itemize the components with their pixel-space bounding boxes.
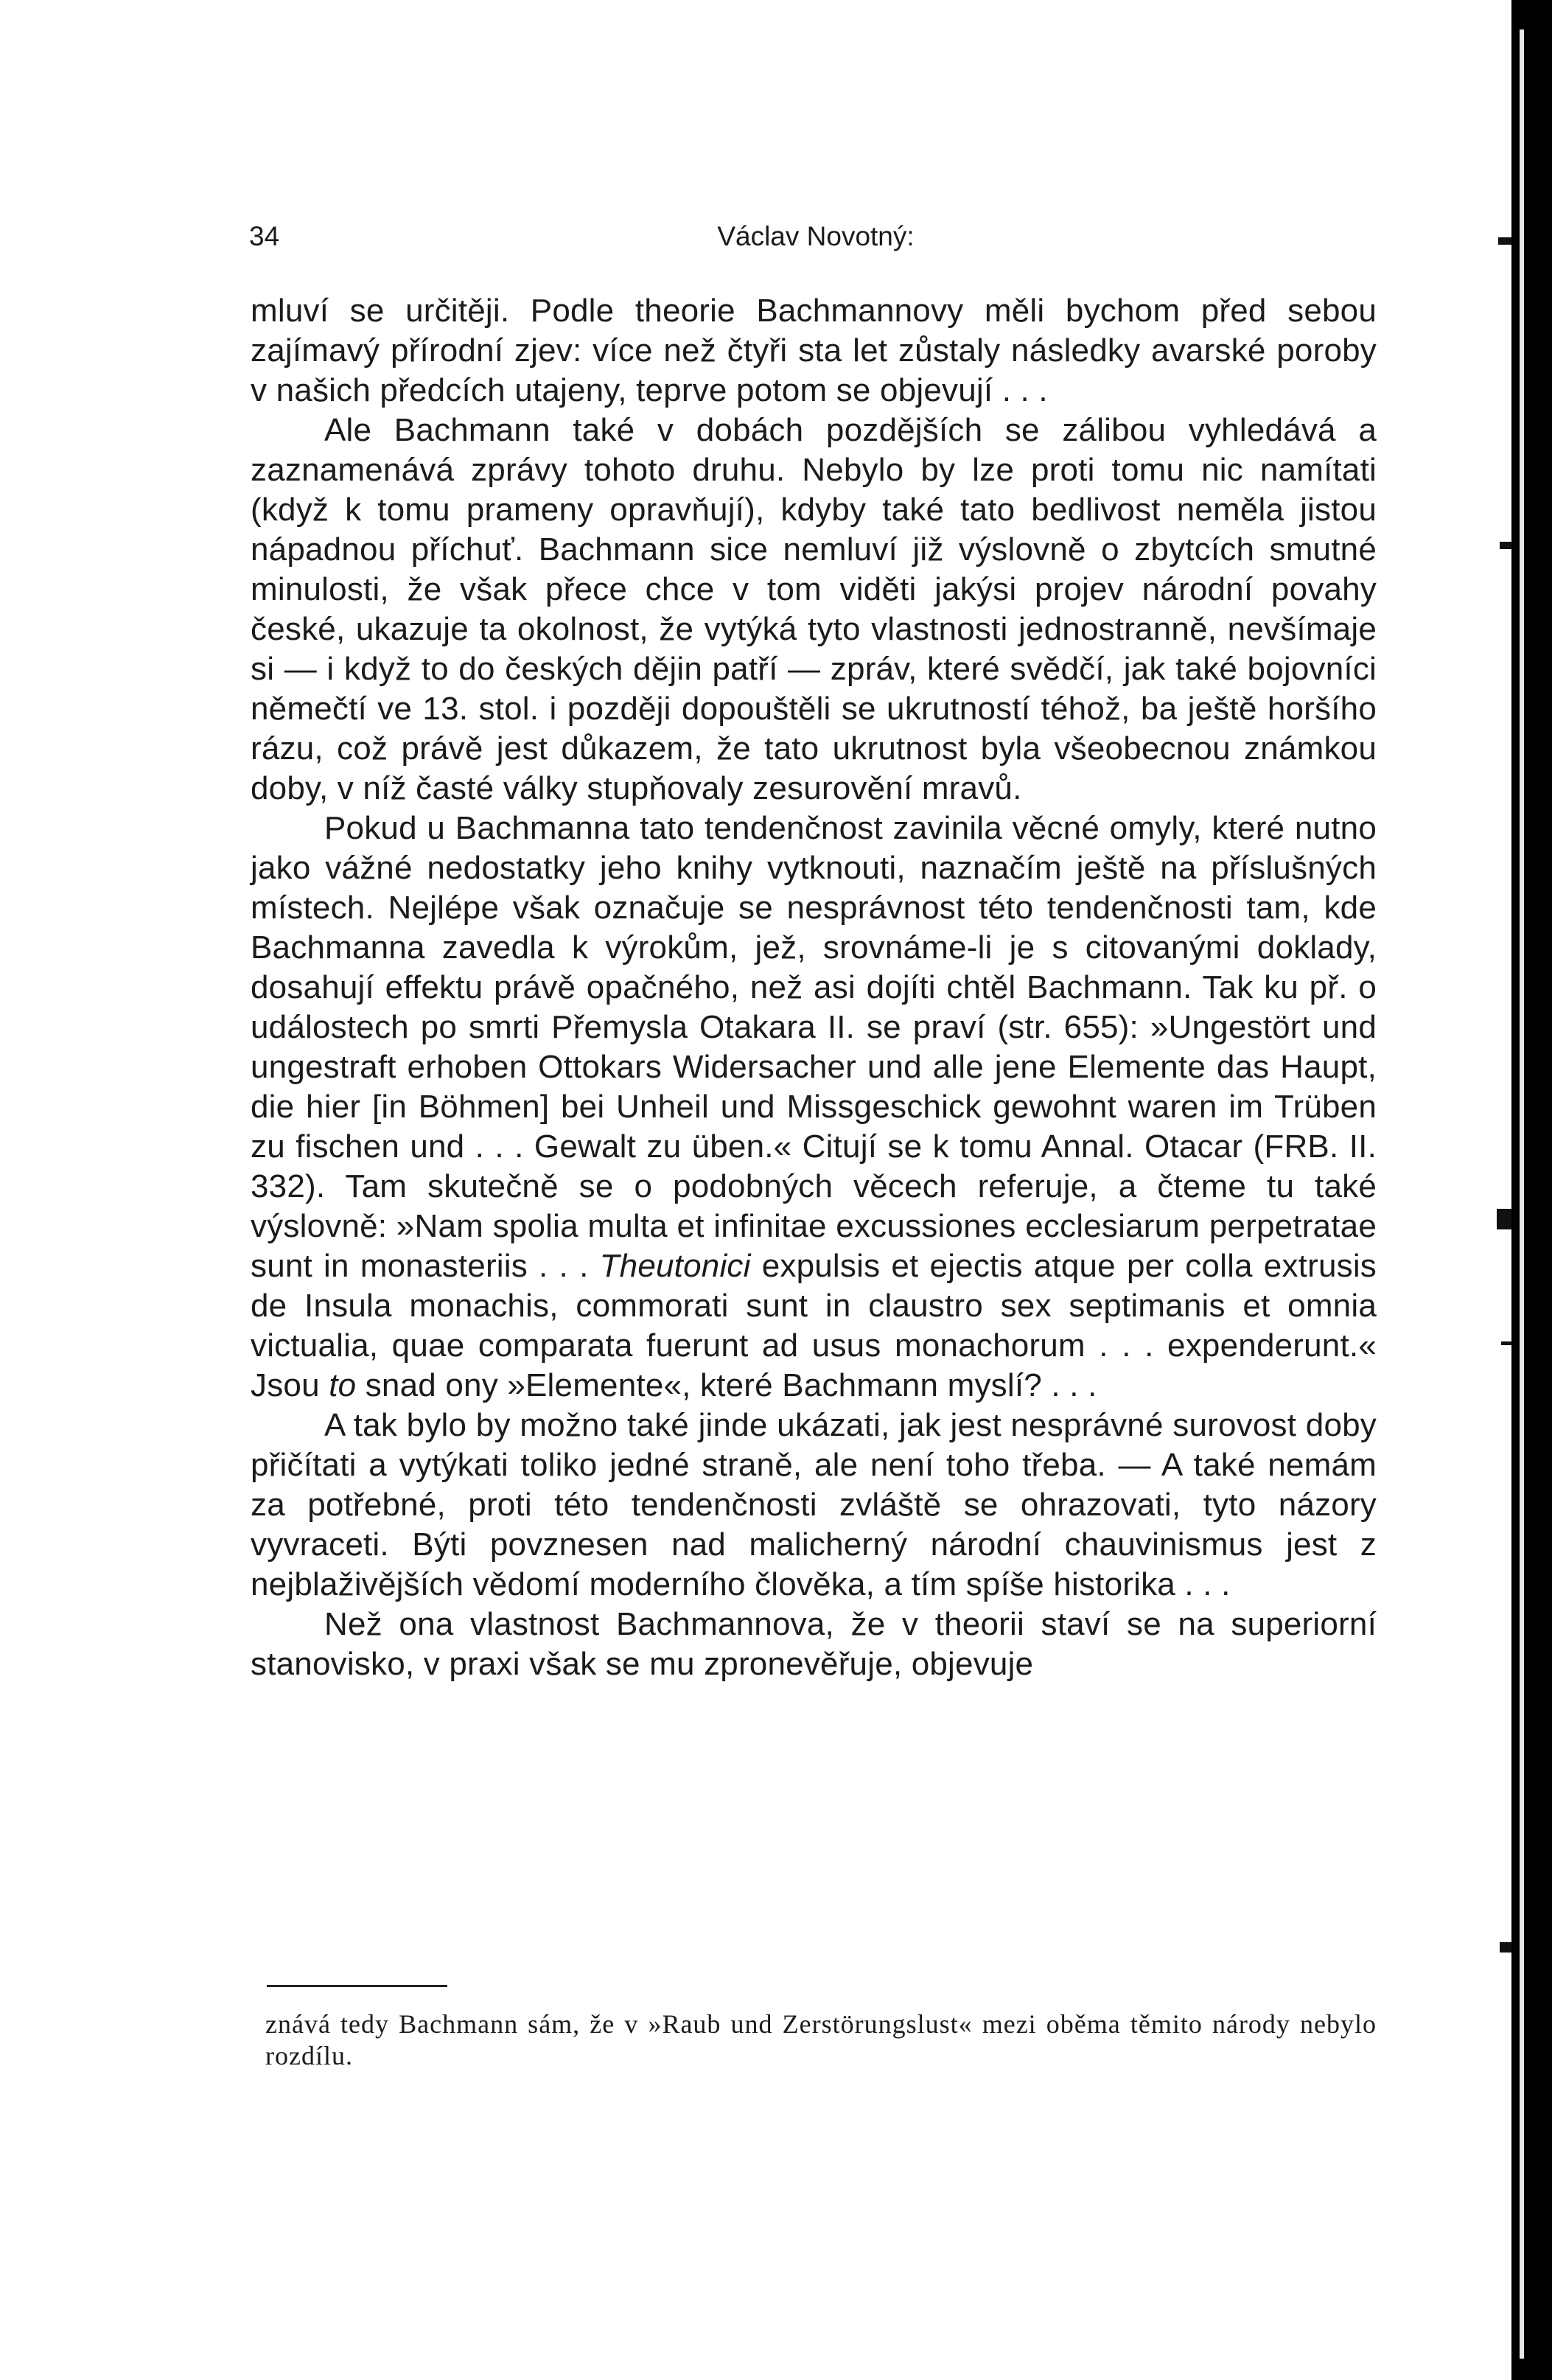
paragraph: Než ona vlastnost Bachmannova, že v theorii staví se na superiorní stanovisko, v praxi však se mu zpronevěřuje, objevuje: [251, 1606, 1377, 1682]
edge-mark: [1500, 542, 1511, 549]
paragraph: mluví se určitěji. Podle theorie Bachmannovy měli bychom před sebou zajímavý přírodní zjev: více než čtyři sta let zůstaly následky avarské poroby v našich předcích utajeny, teprve potom se objevují . . .: [251, 293, 1377, 408]
edge-mark: [1501, 1341, 1511, 1345]
paragraph-text: Pokud u Bachmanna tato tendenčnost zavinila věcné omyly, které nutno jako vážné nedostatky jeho knihy vytknouti, naznačím ještě na příslušných místech. Nejlépe však označuje se nesprávnost této tendenčnosti tam, kde Bachmanna zavedla k výrokům, jež, srovnáme-li je s citovanými doklady, dosahují effektu právě opačného, než asi dojíti chtěl Bachmann. Tak ku př. o událostech po smrti Přemysla Otakara II. se praví (str. 655): »Ungestört und ungestraft erhoben Ottokars Widersacher und alle jene Elemente das Haupt, die hier [in Böhmen] bei Unheil und Missgeschick gewohnt waren im Trüben zu fischen und . . . Gewalt zu üben.« Citují se k tomu Annal. Otacar (FRB. II. 332). Tam skutečně se o podobných věcech referuje, a čteme tu také výslovně: »Nam spolia multa et infinitae excussiones ecclesiarum perpetratae sunt in monasteriis . . .: [251, 810, 1377, 1284]
paragraph-text: expulsis et ejectis atque per colla extrusis de Insula monachis, commorati sunt in claustro sex septimanis et omnia victualia, quae comparata fuerunt ad usus monachorum . . . expenderunt.« Jsou: [251, 1248, 1377, 1403]
edge-mark: [1498, 237, 1511, 245]
paragraph: Ale Bachmann také v dobách pozdějších se zálibou vyhledává a zaznamenává zprávy tohoto druhu. Nebylo by lze proti tomu nic namítati (když k tomu prameny opravňují), kdyby také tato bedlivost neměla jistou nápadnou příchuť. Bachmann sice nemluví již výslovně o zbytcích smutné minulosti, že však přece chce v tom viděti jakýsi projev národní povahy české, ukazuje ta okolnost, že vytýká tyto vlastnosti jednostranně, nevšímaje si — i když to do českých dějin patří — zpráv, které svědčí, jak také bojovníci němečtí ve 13. stol. i později dopouštěli se ukrutností téhož, ba ještě horšího rázu, což právě jest důkazem, že tato ukrutnost byla všeobecnou známkou doby, v níž časté války stupňovaly zesurovění mravů.: [251, 412, 1377, 806]
paragraph-text: snad ony »Elemente«, které Bachmann myslí? . . .: [365, 1367, 1097, 1403]
footnote-text: znává tedy Bachmann sám, že v »Raub und Zerstörungslust« mezi oběma těmito národy nebylo rozdílu.: [265, 2009, 1377, 2070]
page-edge-dark-border: [1511, 0, 1552, 2380]
edge-mark: [1497, 1209, 1511, 1229]
running-title: Václav Novotný:: [717, 221, 915, 251]
page-edge-highlight: [1520, 29, 1524, 2359]
edge-mark: [1500, 1942, 1511, 1952]
italic-word: to: [329, 1367, 357, 1403]
paragraph: [251, 809, 1377, 1406]
footnote-rule: [267, 1985, 447, 1987]
italic-word: Theutonici: [599, 1248, 751, 1284]
paragraph: A tak bylo by možno také jinde ukázati, jak jest nesprávné surovost doby přičítati a vytýkati toliko jedné straně, ale není toho třeba. — A také nemám za potřebné, proti této tendenčnosti zvláště se ohrazovati, tyto názory vyvraceti. Býti povznesen nad malicherný národní chauvinismus jest z nejblaživějších vědomí moderního člověka, a tím spíše historika . . .: [251, 1407, 1377, 1602]
body-text: [251, 291, 1377, 1684]
page-number: 34: [249, 221, 280, 251]
footnote: [265, 2009, 1377, 2072]
